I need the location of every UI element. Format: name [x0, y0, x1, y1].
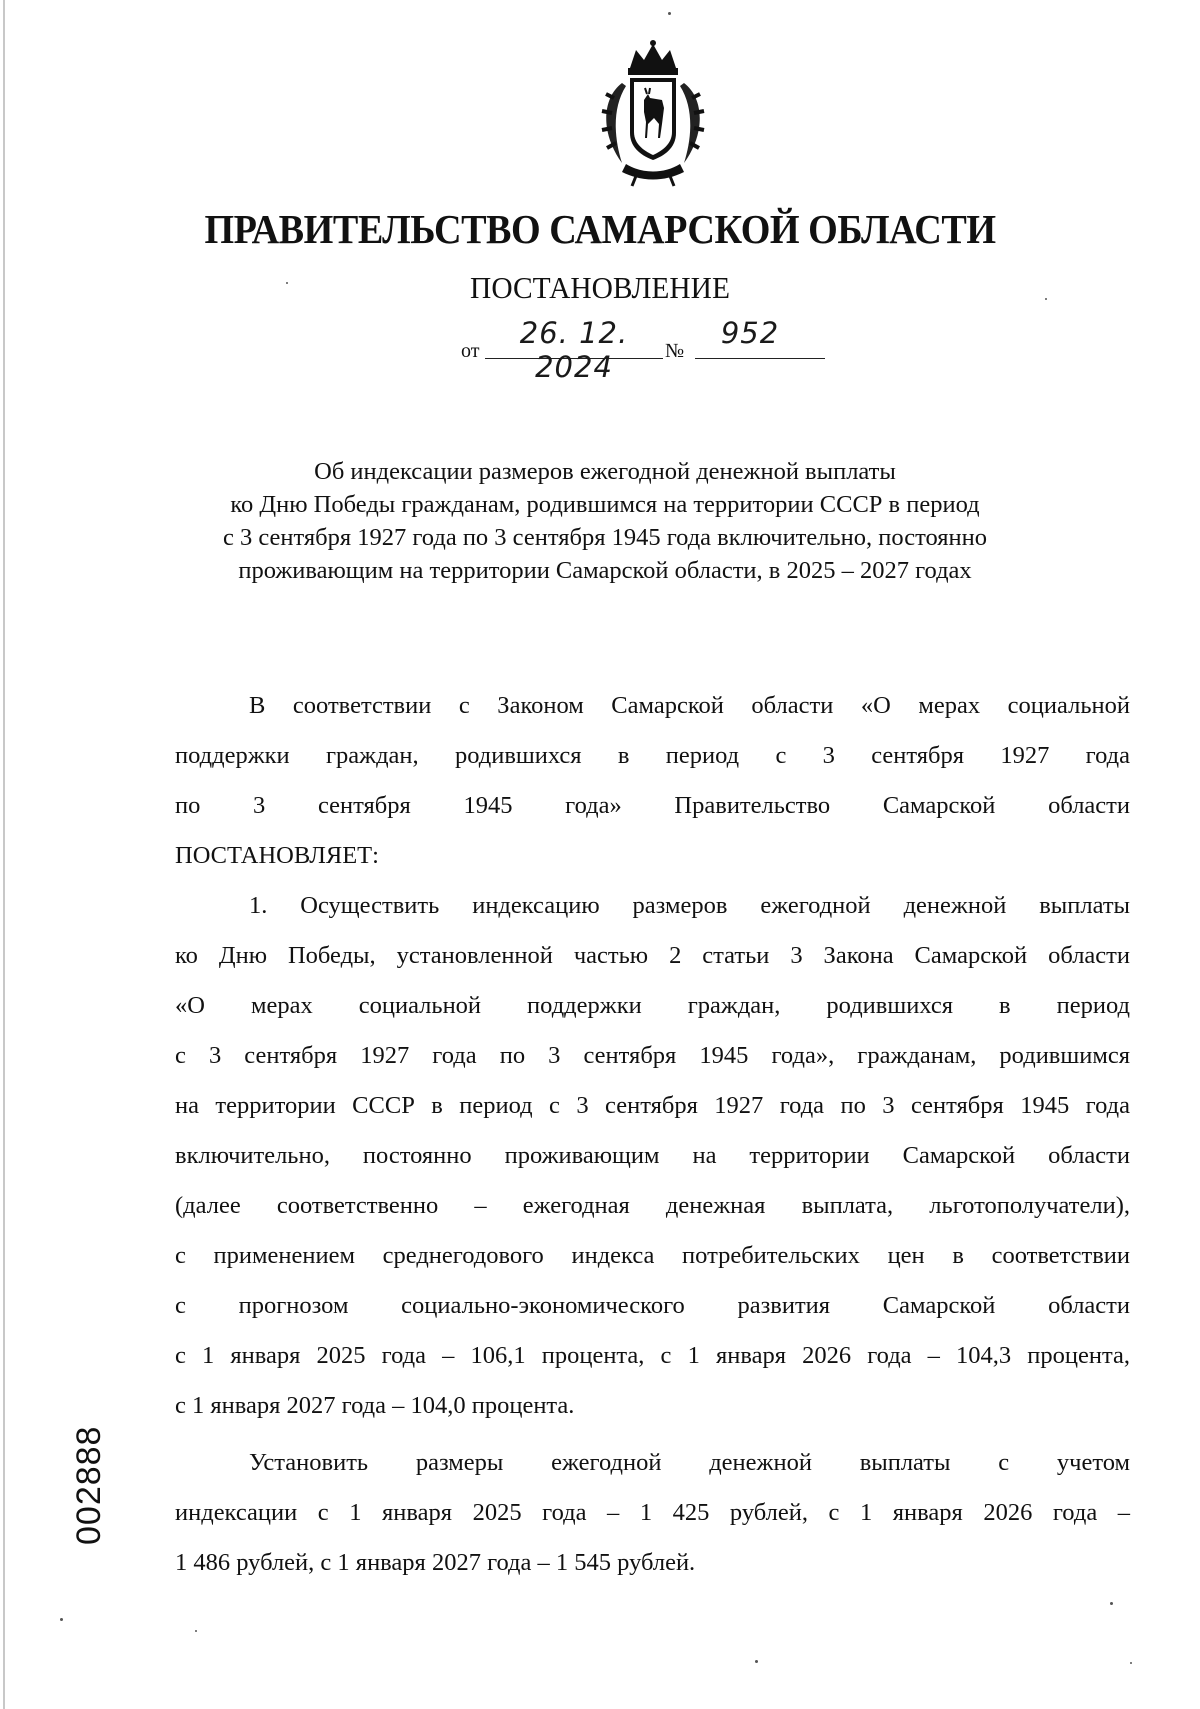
subject-line: проживающим на территории Самарской области, в 2025 – 2027 годах: [238, 557, 972, 584]
scan-speck: [1110, 1602, 1113, 1605]
subject-line: с 3 сентября 1927 года по 3 сентября 1945 года включительно, постоянно: [222, 524, 988, 551]
body-line: с 1 января 2025 года – 106,1 процента, с 1 января 2026 года – 104,3 процента,: [175, 1342, 1130, 1369]
body-line: 1 486 рублей, с 1 января 2027 года – 1 545 рублей.: [175, 1549, 696, 1576]
body-line: (далее соответственно – ежегодная денежная выплата, льготополучатели),: [175, 1192, 1130, 1219]
body-line: ПОСТАНОВЛЯЕТ:: [175, 842, 379, 869]
date-prefix: от: [461, 340, 480, 362]
body-line: с 1 января 2027 года – 104,0 процента.: [175, 1392, 575, 1419]
body-line: ко Дню Победы, установленной частью 2 статьи 3 Закона Самарской области: [175, 942, 1130, 969]
body-line: «О мерах социальной поддержки граждан, родившихся в период: [175, 992, 1130, 1019]
body-line: с прогнозом социально-экономического развития Самарской области: [175, 1292, 1130, 1319]
preamble-paragraph: [175, 681, 1130, 881]
scan-speck: [1130, 1662, 1132, 1664]
body-line: включительно, постоянно проживающим на территории Самарской области: [175, 1142, 1130, 1169]
number-underline: [695, 358, 825, 359]
body-line: по 3 сентября 1945 года» Правительство Самарской области: [175, 792, 1130, 819]
scan-speck: [60, 1618, 63, 1621]
samara-coat-of-arms-icon: [592, 38, 714, 188]
body-line: с применением среднегодового индекса потребительских цен в соответствии: [175, 1242, 1130, 1269]
subject-line: ко Дню Победы гражданам, родившимся на территории СССР в период: [230, 491, 980, 518]
scan-speck: [668, 12, 671, 15]
document-type: ПОСТАНОВЛЕНИЕ: [470, 270, 730, 305]
body-line: В соответствии с Законом Самарской области «О мерах социальной: [249, 692, 1130, 719]
document-body: [175, 681, 1130, 1588]
number-prefix: №: [665, 340, 685, 362]
scan-speck: [1045, 298, 1047, 300]
body-line: Установить размеры ежегодной денежной выплаты с учетом: [249, 1449, 1130, 1476]
registration-stamp-number: 002888: [70, 1425, 108, 1545]
body-line: с 3 сентября 1927 года по 3 сентября 1945 года», гражданам, родившимся: [175, 1042, 1130, 1069]
item-1-paragraph: [175, 881, 1130, 1431]
document-subject: [140, 455, 1070, 587]
body-line: на территории СССР в период с 3 сентября 1927 года по 3 сентября 1945 года: [175, 1092, 1130, 1119]
scan-speck: [755, 1660, 758, 1663]
scan-speck: [195, 1630, 197, 1632]
page-edge-line: [3, 0, 5, 1709]
subject-line: Об индексации размеров ежегодной денежной выплаты: [314, 458, 896, 485]
item-1-amounts-paragraph: [175, 1438, 1130, 1588]
handwritten-number: 952: [720, 316, 780, 350]
body-line: индексации с 1 января 2025 года – 1 425 рублей, с 1 января 2026 года –: [175, 1499, 1130, 1526]
handwritten-date: 26. 12. 2024: [519, 316, 629, 384]
government-title: ПРАВИТЕЛЬСТВО САМАРСКОЙ ОБЛАСТИ: [204, 206, 996, 252]
scan-speck: [286, 282, 288, 284]
body-line: поддержки граждан, родившихся в период с 3 сентября 1927 года: [175, 742, 1130, 769]
body-line: 1. Осуществить индексацию размеров ежегодной денежной выплаты: [249, 892, 1130, 919]
